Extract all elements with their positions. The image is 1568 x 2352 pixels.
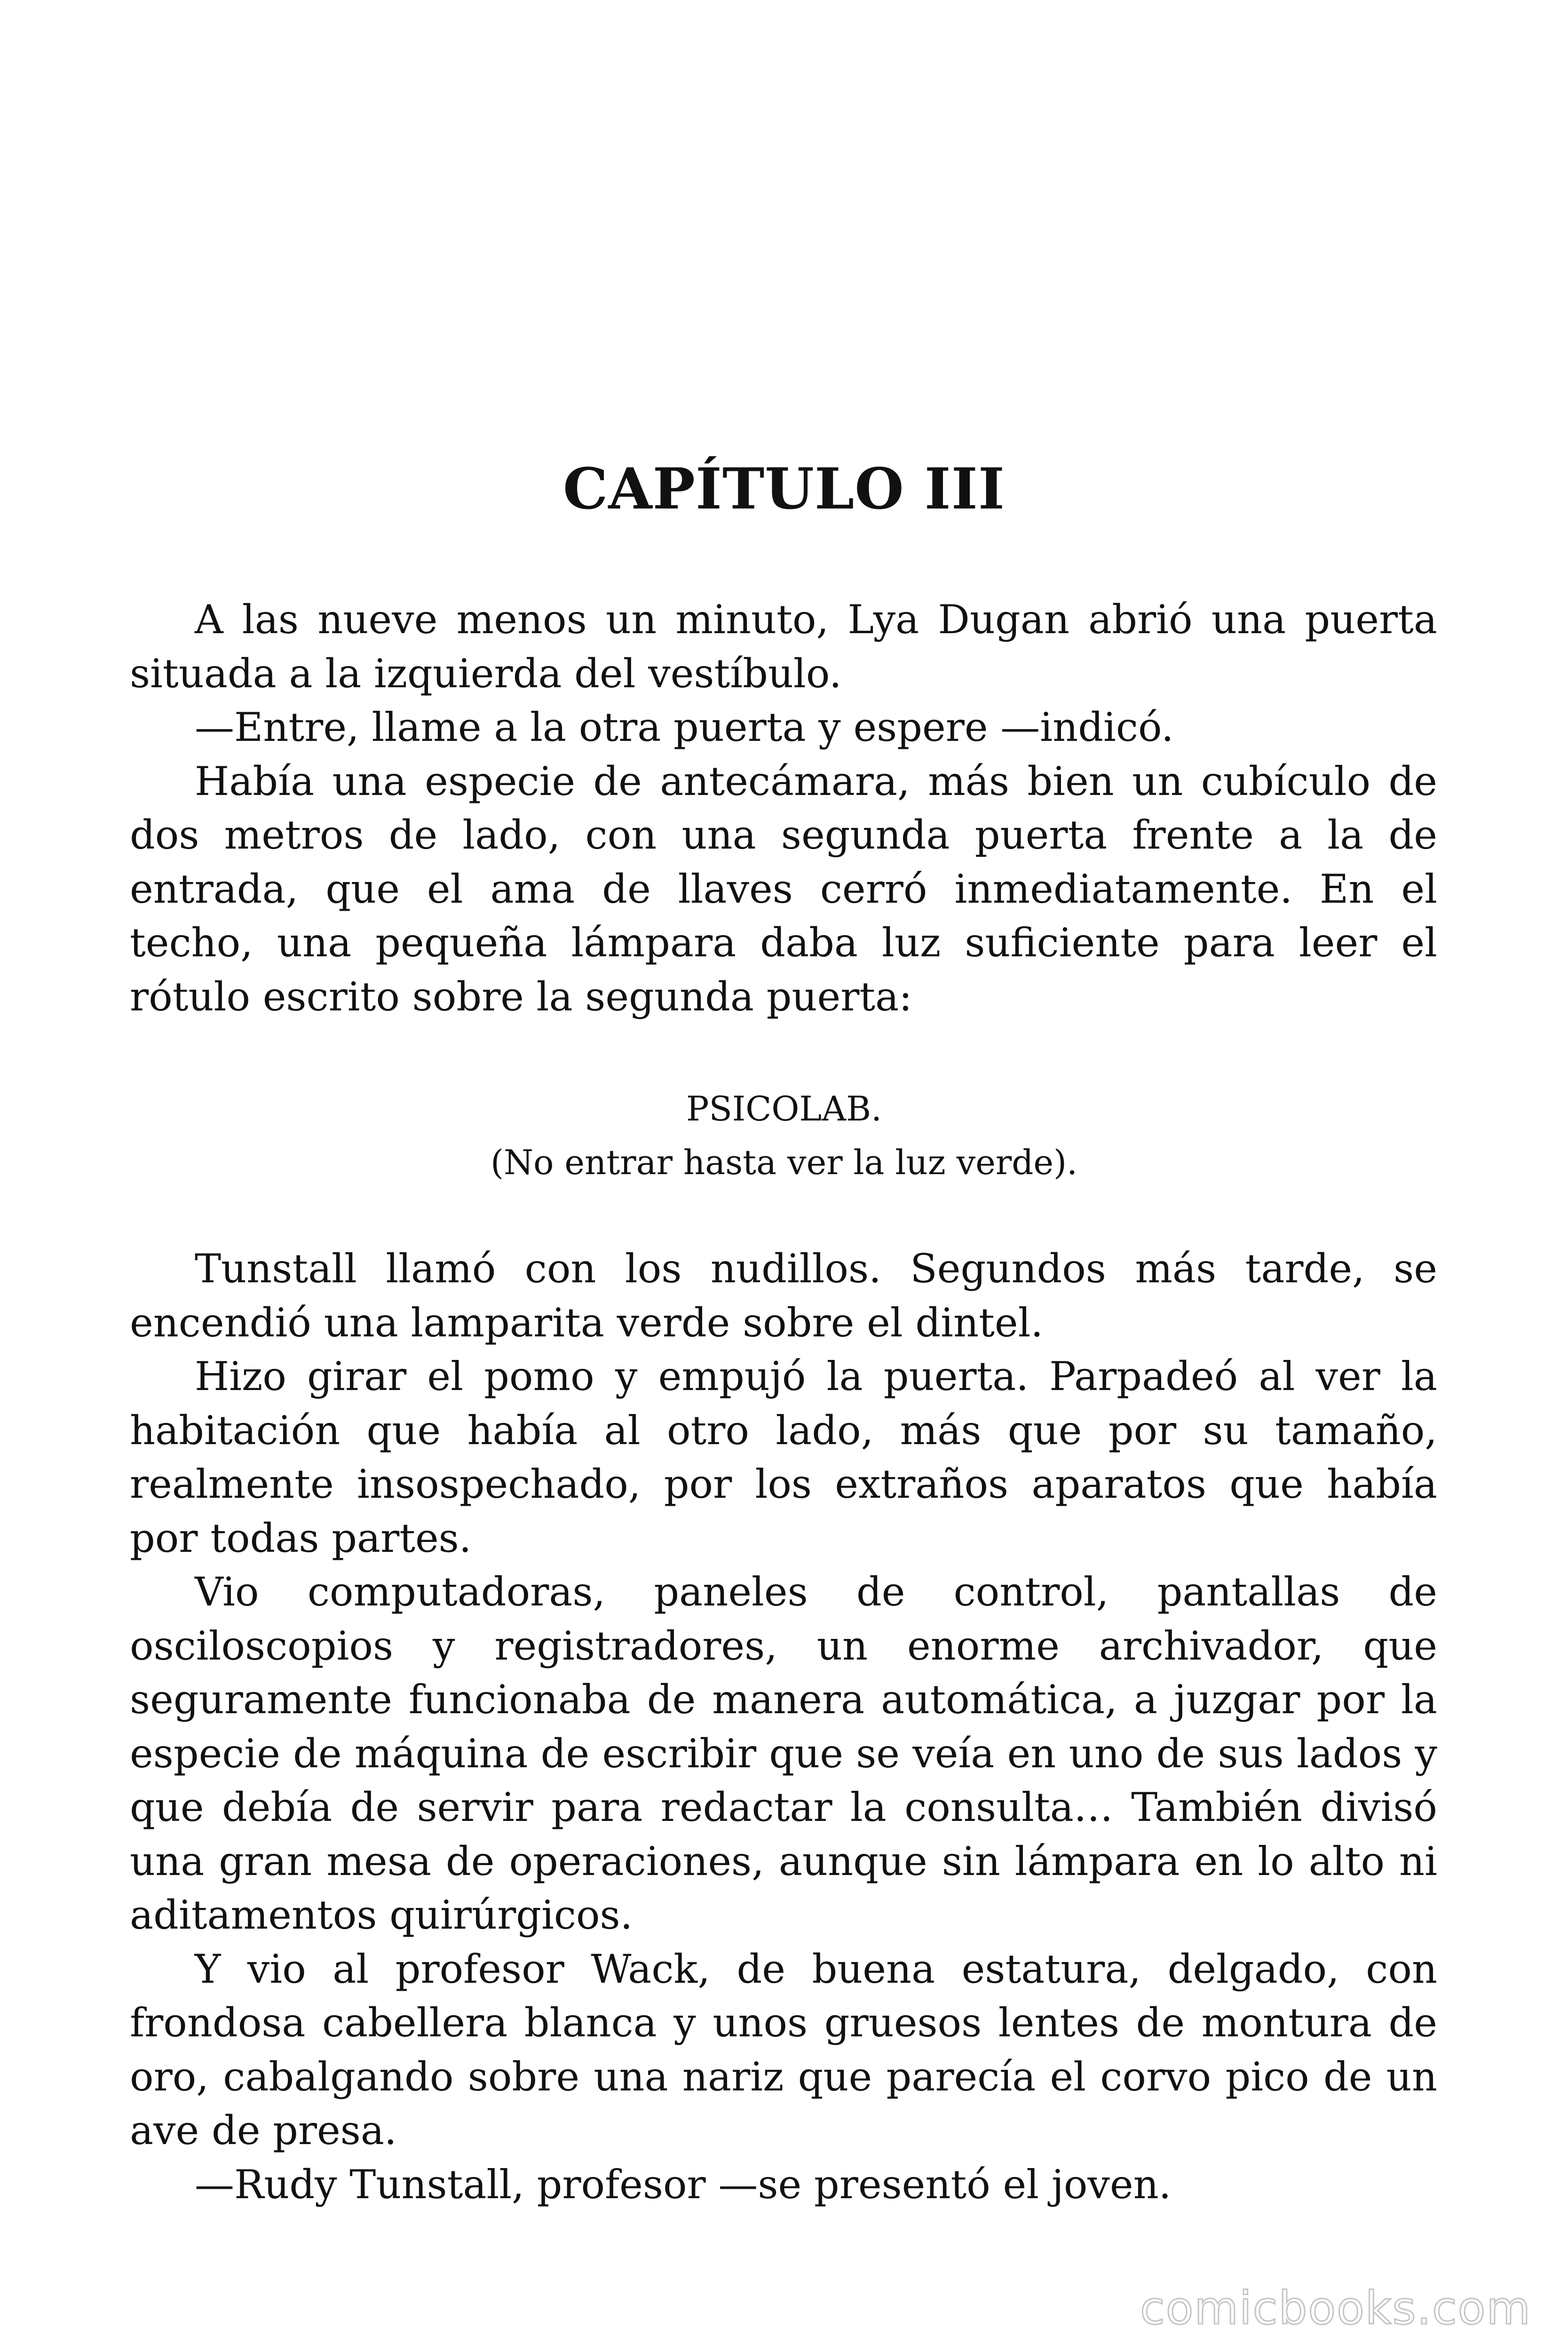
text-block-before-sign [130,593,1437,1024]
door-sign [0,1082,1568,1189]
paragraph-dialogue: —Entre, llame a la otra puerta y espere —indicó. [195,704,1174,750]
paragraph-dialogue: —Rudy Tunstall, profesor —se presentó el joven. [195,2161,1172,2208]
watermark: comicbooks.com [1140,2282,1531,2335]
text-block-after-sign [130,1242,1437,2211]
paragraph: Hizo girar el pomo y empujó la puerta. Parpadeó al ver la habitación que había al otro lado, más que por su tamaño, realmente insospechado, por los extraños aparatos que había por todas partes. [130,1353,1437,1561]
chapter-title: CAPÍTULO III [562,456,1005,522]
paragraph: Había una especie de antecámara, más bien un cubículo de dos metros de lado, con una segunda puerta frente a la de entrada, que el ama de llaves cerró inmediatamente. En el techo, una pequeña lámpara daba luz suficiente para leer el rótulo escrito sobre la segunda puerta: [130,758,1437,1020]
paragraph: Vio computadoras, paneles de control, pantallas de osciloscopios y registradores, un enorme archivador, que seguramente funcionaba de manera automática, a juzgar por la especie de máquina de escribir que se veía en uno de sus lados y que debía de servir para redactar la consulta… También divisó una gran mesa de operaciones, aunque sin lámpara en lo alto ni aditamentos quirúrgicos. [130,1569,1437,1938]
paragraph: Tunstall llamó con los nudillos. Segundos más tarde, se encendió una lamparita verde sobre el dintel. [130,1246,1437,1346]
paragraph: A las nueve menos un minuto, Lya Dugan abrió una puerta situada a la izquierda del vestíbulo. [130,596,1437,697]
paragraph: Y vio al profesor Wack, de buena estatura, delgado, con frondosa cabellera blanca y unos gruesos lentes de montura de oro, cabalgando sobre una nariz que parecía el corvo pico de un ave de presa. [130,1946,1437,2153]
sign-line-title: PSICOLAB. [686,1089,882,1128]
sign-line-note: (No entrar hasta ver la luz verde). [491,1143,1077,1182]
